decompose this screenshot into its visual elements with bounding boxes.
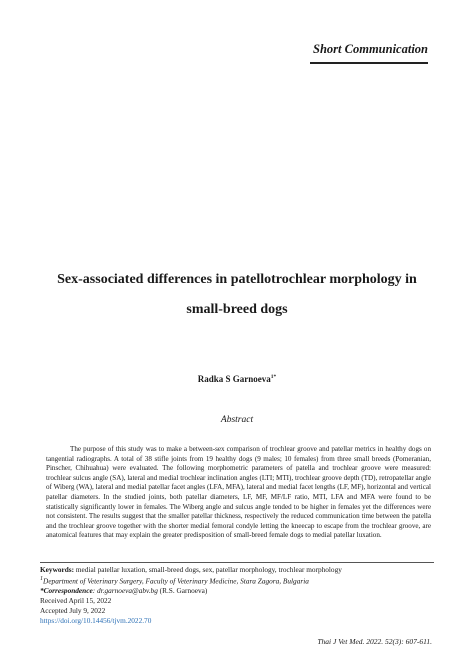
article-title-line-2: small-breed dogs [186,302,288,317]
correspondence-line [40,586,434,596]
doi-link[interactable]: https://doi.org/10.14456/tjvm.2022.70 [40,615,152,625]
author-superscript: 1* [270,374,277,380]
article-title-line-1: Sex-associated differences in patellotrochlear morphology in [57,272,417,287]
footnote-block [40,565,434,626]
correspondence-name: (R.S. Garnoeva) [157,586,208,596]
correspondence-email[interactable]: : dr.garnoeva@abv.bg [92,586,158,596]
correspondence-label: *Correspondence [40,586,93,596]
keywords-text: medial patellar luxation, small-breed dogs, sex, patellar morphology, trochlear morphology [74,565,342,574]
affiliation-line [40,575,434,586]
keywords-label: Keywords: [40,565,75,574]
affiliation-superscript: 1 [40,575,44,582]
accepted-date: Accepted July 9, 2022 [40,606,106,616]
keywords-line [40,565,434,575]
received-date: Received April 15, 2022 [40,596,112,606]
journal-citation: Thai J Vet Med. 2022. 52(3): 607-611. [317,637,432,646]
footnote-rule [40,562,434,563]
affiliation-text: Department of Veterinary Surgery, Faculty of Veterinary Medicine, Stara Zagora, Bulgaria [43,576,309,586]
abstract-body: The purpose of this study was to make a between-sex comparison of trochlear groove and patellar metrics in healthy dogs on tangential radiographs. A total of 38 stifle joints from 19 healthy dogs (9 males; 10 females) from three small breeds (Pomeranian, Pinscher, Chihuahua) were evaluated. The following morphometric parameters of patella and trochlear groove were measured: trochlear sulcus angle (SA), lateral and medial trochlear inclination angles (LTI; MTI), trochlear groove depth (TD), retropatellar angle of Wiberg (WA), lateral and medial patellar facet angles (LFA, MFA), lateral and medial facet lengths (LF, MF), horizontal and vertical patellar diameters. In the studied joints, both patellar diameters, LF, MF, MF/LF ratio, MTI, LFA and MFA were found to be statistically significantly lower in females. The Wiberg angle and sulcus angle tended to be higher in females yet the differences were not consistent. The results suggest that the smaller patellar thickness, respectively the reduced communication time between the patella and the trochlear groove together with the shorter medial femoral condyle letting the kneecap to escape from the trochlear groove, are anatomical features that may explain the greater predisposition of small-breed female dogs to medial patellar luxation. [46,445,431,540]
abstract-heading: Abstract [220,415,254,425]
author-line [0,374,474,384]
author-name: Radka S Garnoeva [197,374,271,384]
header-rule [310,62,428,64]
section-label: Short Communication [313,42,428,56]
